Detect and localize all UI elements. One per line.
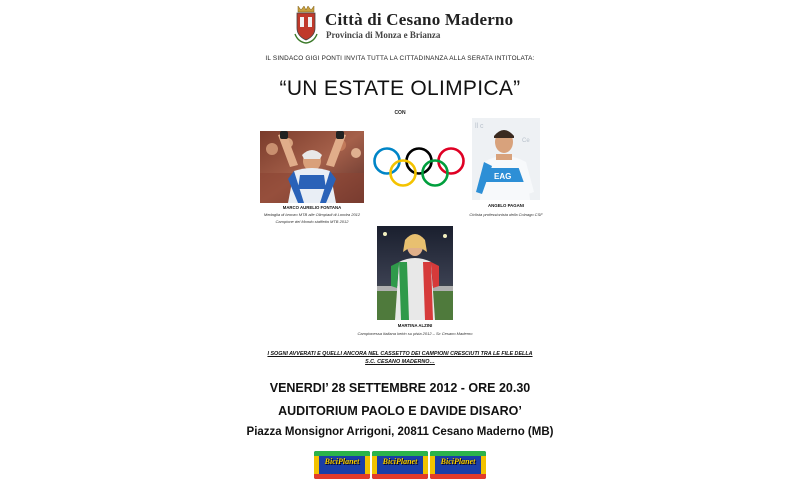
- guest-name: MARCO AURELIO FONTANA: [282, 205, 342, 210]
- biciplanet-logo: [430, 451, 486, 479]
- event-address: Piazza Monsignor Arrigoni, 20811 Cesano Maderno (MB): [246, 426, 554, 438]
- logo-text: BiciPlanet: [324, 457, 360, 466]
- biciplanet-logo: [372, 451, 428, 479]
- guest-description: Ciclista professionista della Colnago CSF: [469, 212, 543, 217]
- photo-marco-aurelio-fontana: [260, 131, 364, 203]
- olympic-rings-icon: [370, 146, 468, 188]
- photo-angelo-pagani: [472, 118, 540, 200]
- guest-name: MARTINA ALZINI: [397, 323, 433, 328]
- guest-description: Campione del Mondo staffetta MTB 2012: [275, 219, 349, 224]
- event-date: VENERDI’ 28 SETTEMBRE 2012 - ORE 20.30: [269, 381, 531, 395]
- event-venue: AUDITORIUM PAOLO E DAVIDE DISARO’: [278, 404, 522, 418]
- province-name: Provincia di Monza e Brianza: [326, 30, 441, 40]
- guest-name: ANGELO PAGANI: [488, 203, 524, 208]
- tagline-line-2: S.C. CESANO MADERNO…: [365, 359, 435, 365]
- event-title: “UN ESTATE OLIMPICA”: [279, 77, 521, 100]
- photo-martina-alzini: [377, 226, 453, 320]
- biciplanet-logo: [314, 451, 370, 479]
- logo-text: BiciPlanet: [440, 457, 476, 466]
- con-label: CON: [394, 110, 406, 116]
- tagline-line-1: I SOGNI AVVERATI E QUELLI ANCORA NEL CASSETTO DEI CAMPIONI CRESCIUTI TRA LE FILE DELLA: [267, 351, 533, 357]
- logo-text: BiciPlanet: [382, 457, 418, 466]
- city-coat-of-arms-icon: [294, 4, 318, 44]
- city-name: Città di Cesano Maderno: [325, 10, 514, 29]
- svg-text:ll c: ll c: [475, 123, 484, 130]
- guest-description: Medaglia di bronzo MTB alle Olimpiadi di Londra 2012: [263, 212, 361, 217]
- svg-text:EAG: EAG: [494, 172, 512, 181]
- invitation-text: IL SINDACO GIGI PONTI INVITA TUTTA LA CITTADINANZA ALLA SERATA INTITOLATA:: [265, 55, 535, 62]
- guest-description: Campionessa Italiana keirin su pista 2012 – Sc Cesano Maderno: [357, 331, 473, 336]
- svg-text:Ce: Ce: [522, 138, 530, 144]
